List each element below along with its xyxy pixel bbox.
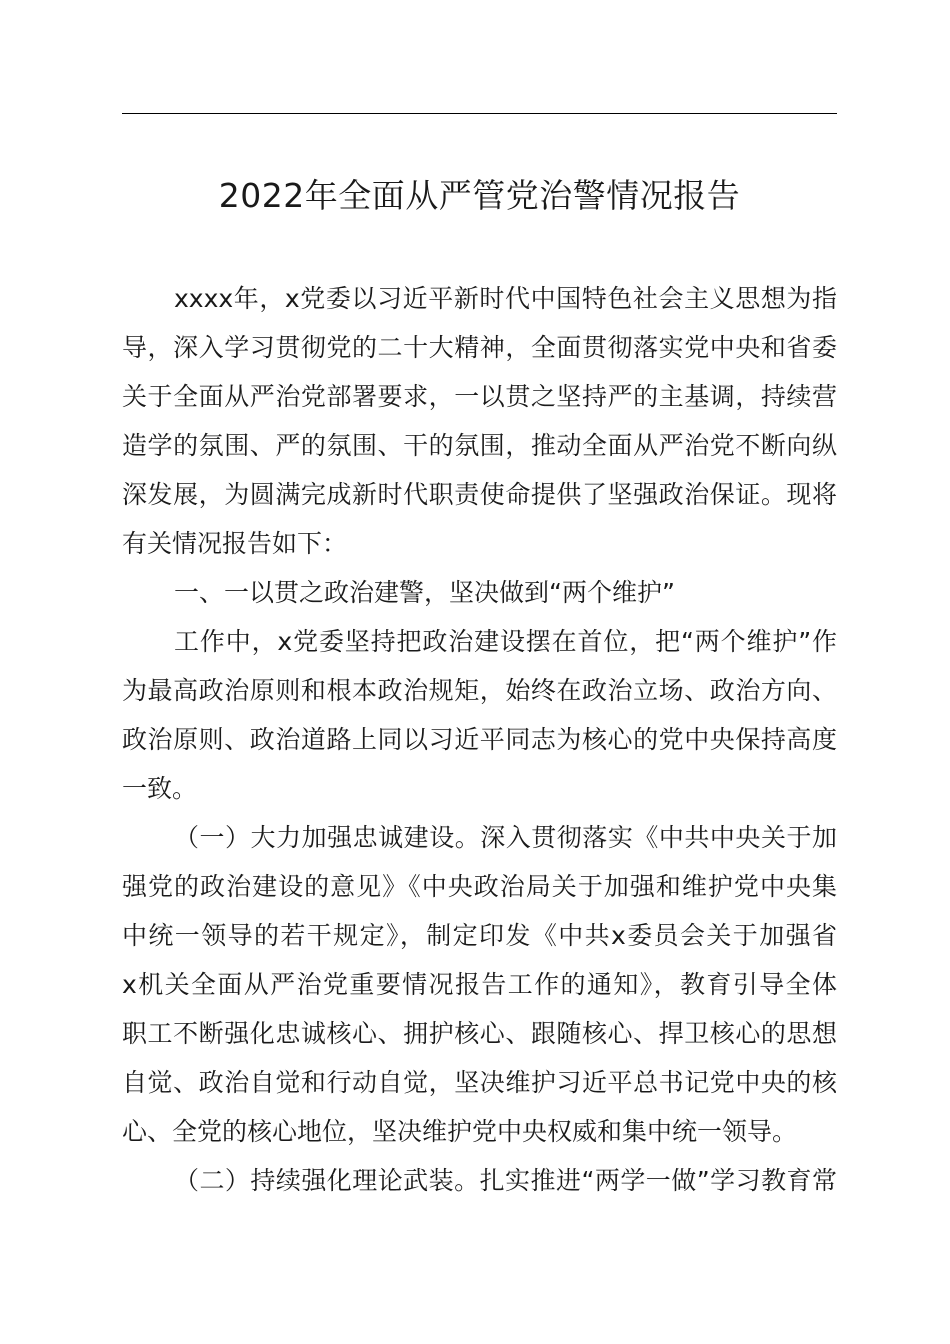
paragraph-line: 造学的氛围、严的氛围、干的氛围，推动全面从严治党不断向纵: [122, 431, 837, 460]
paragraph-line: （二）持续强化理论武装。扎实推进“两学一做”学习教育常: [174, 1166, 837, 1195]
paragraph-line: 自觉、政治自觉和行动自觉，坚决维护习近平总书记党中央的核: [122, 1068, 837, 1097]
paragraph-line: 导，深入学习贯彻党的二十大精神，全面贯彻落实党中央和省委: [122, 333, 837, 362]
paragraph-line: 有关情况报告如下：: [122, 529, 348, 558]
document-body: [122, 274, 837, 1205]
paragraph-line: （一）大力加强忠诚建设。深入贯彻落实《中共中央关于加: [174, 823, 837, 852]
header-rule: [122, 113, 837, 114]
paragraph-line: 为最高政治原则和根本政治规矩，始终在政治立场、政治方向、: [122, 676, 837, 705]
paragraph-line: 工作中，x党委坚持把政治建设摆在首位，把“两个维护”作: [174, 627, 837, 656]
section-heading: 一、一以贯之政治建警，坚决做到“两个维护”: [174, 578, 675, 607]
paragraph-line: 中统一领导的若干规定》，制定印发《中共x委员会关于加强省: [122, 921, 837, 950]
paragraph-line: 职工不断强化忠诚核心、拥护核心、跟随核心、捍卫核心的思想: [122, 1019, 837, 1048]
paragraph-line: x机关全面从严治党重要情况报告工作的通知》，教育引导全体: [122, 970, 837, 999]
paragraph-line: 关于全面从严治党部署要求，一以贯之坚持严的主基调，持续营: [122, 382, 837, 411]
paragraph-line: xxxx年，x党委以习近平新时代中国特色社会主义思想为指: [174, 284, 837, 313]
paragraph-line: 一致。: [122, 774, 198, 803]
paragraph-line: 强党的政治建设的意见》《中央政治局关于加强和维护党中央集: [122, 872, 837, 901]
document-title: 2022年全面从严管党治警情况报告: [218, 176, 741, 215]
paragraph-line: 深发展，为圆满完成新时代职责使命提供了坚强政治保证。现将: [122, 480, 837, 509]
paragraph-line: 政治原则、政治道路上同以习近平同志为核心的党中央保持高度: [122, 725, 837, 754]
paragraph-line: 心、全党的核心地位，坚决维护党中央权威和集中统一领导。: [122, 1117, 798, 1146]
